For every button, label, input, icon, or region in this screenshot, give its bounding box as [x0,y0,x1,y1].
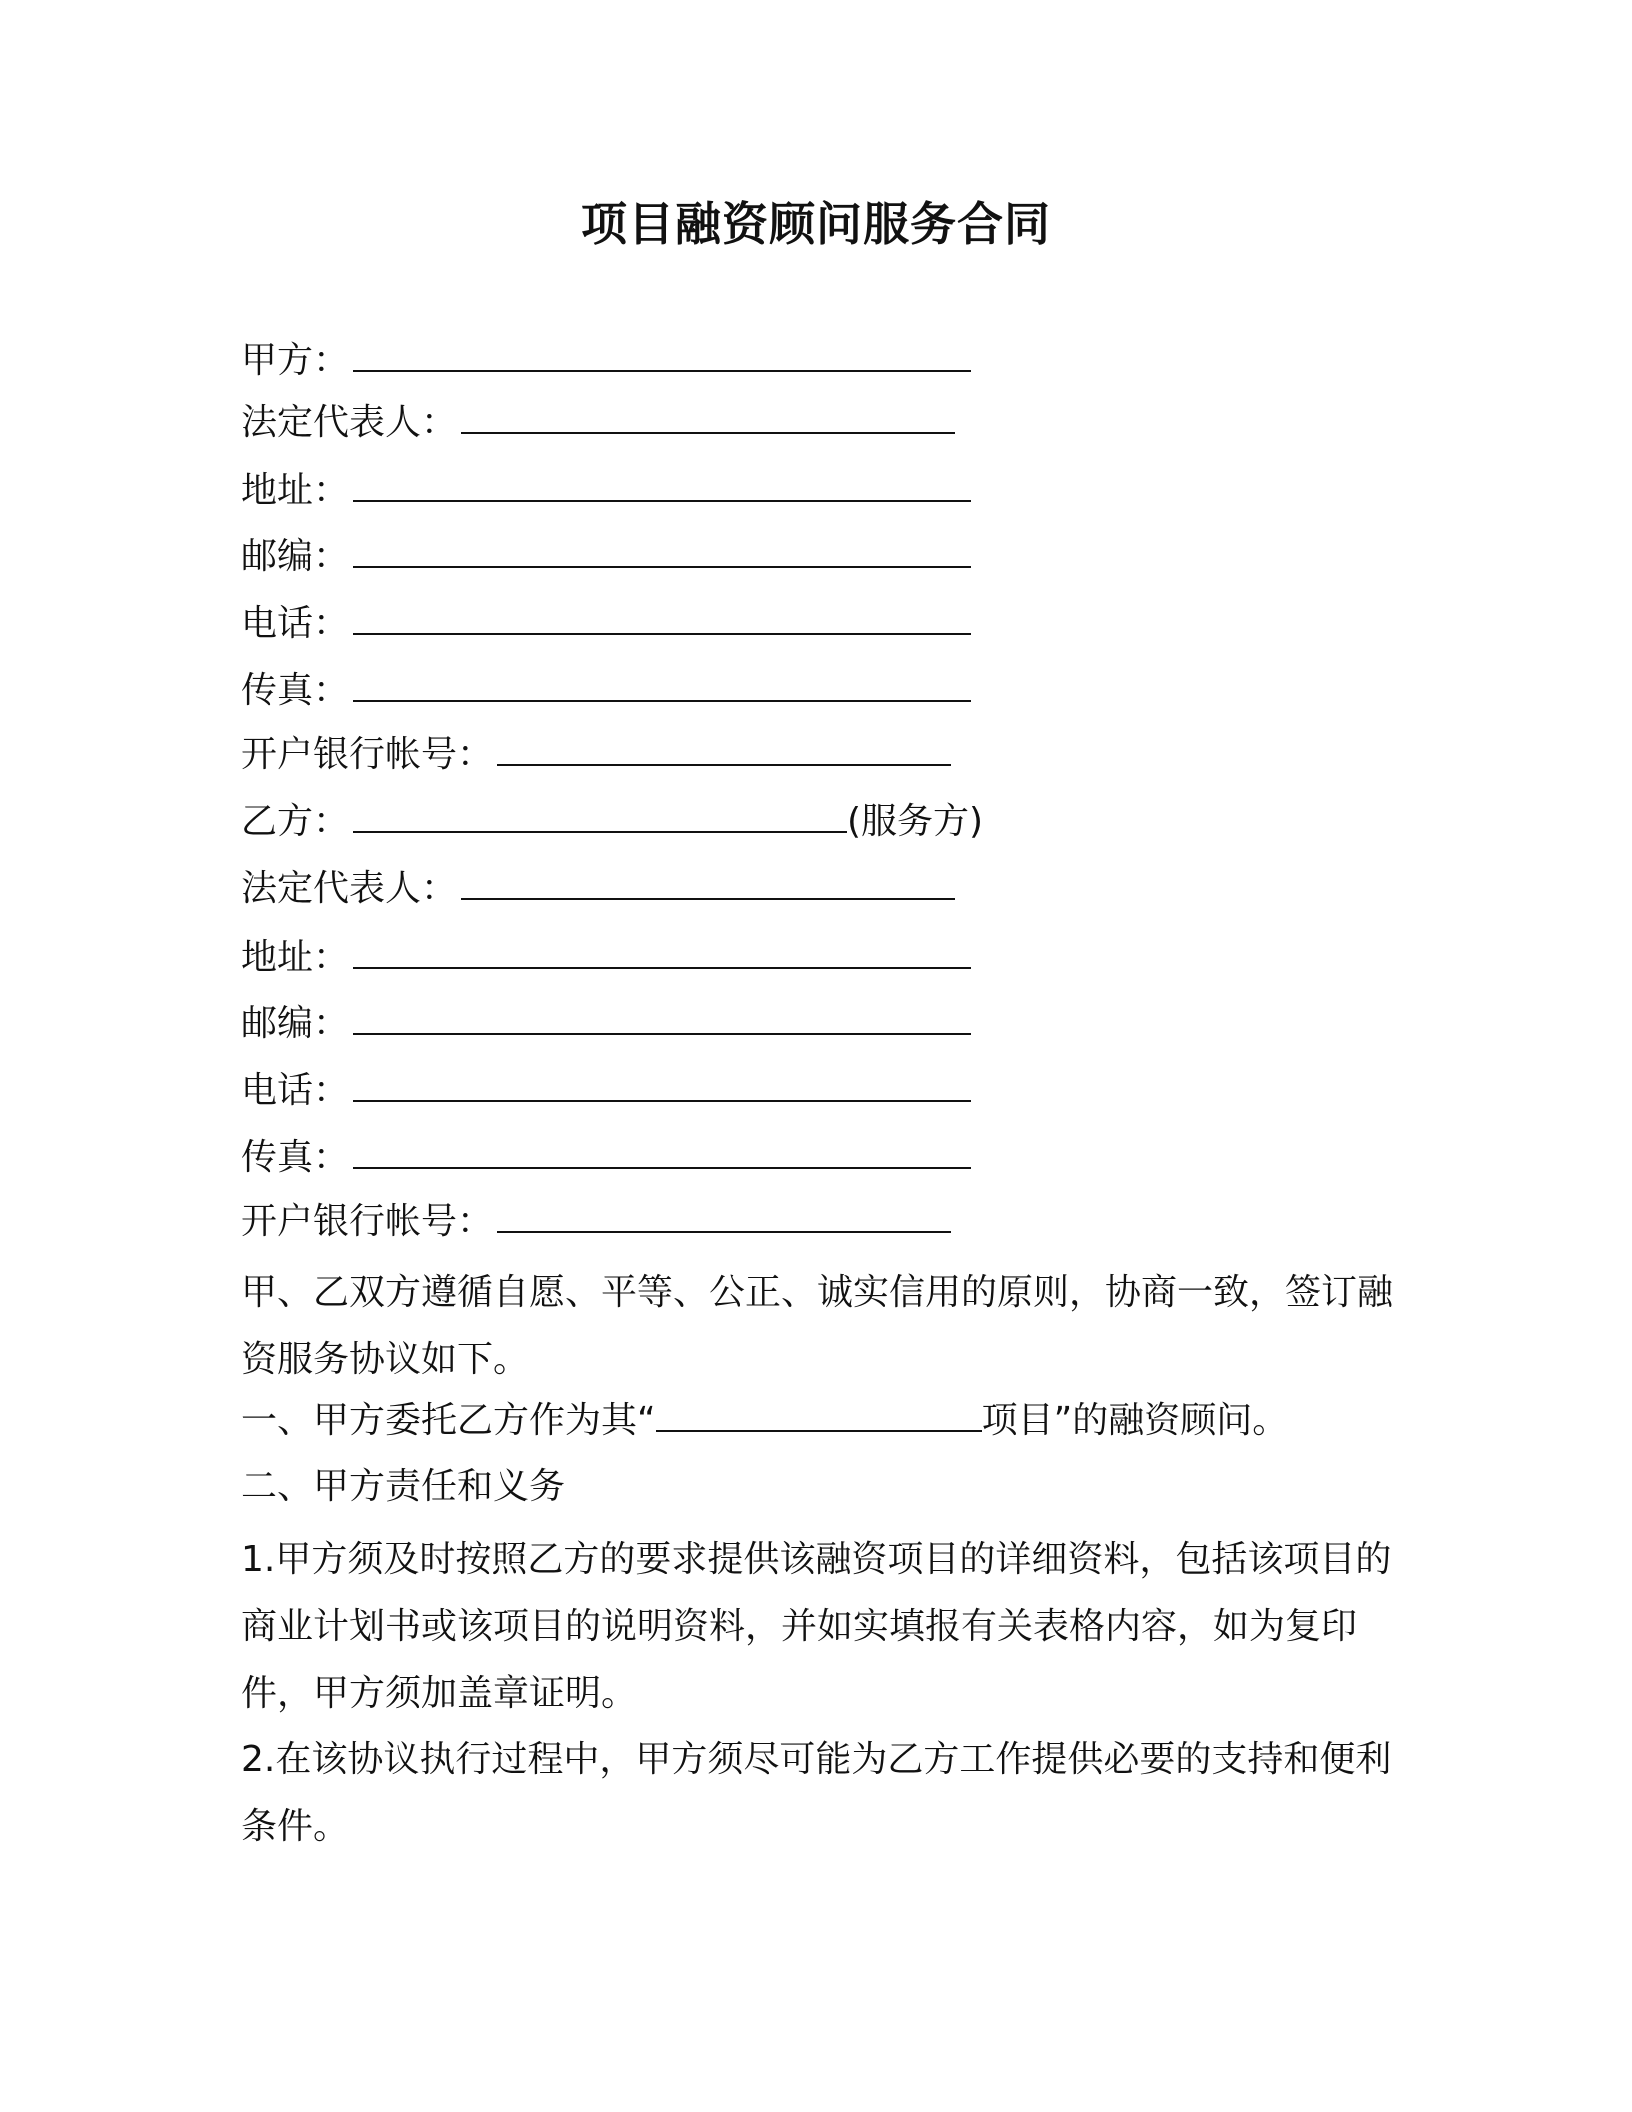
party-b-fax-blank[interactable] [353,1137,971,1169]
party-a-address-blank[interactable] [353,470,971,502]
party-a-zip-label: 邮编： [241,536,350,577]
party-a-fax-blank[interactable] [353,670,971,702]
clause-2-heading: 二、甲方责任和义务 [241,1466,566,1507]
party-a-rep-label: 法定代表人： [241,402,458,443]
party-a-bank-line [241,728,951,782]
party-a-phone-label: 电话： [241,603,350,644]
party-a-line [241,334,971,388]
party-a-fax-line [241,664,971,718]
document-title: 项目融资顾问服务合同 [581,197,1051,251]
clause-2-item-2: 2.在该协议执行过程中，甲方须尽可能为乙方工作提供必要的支持和便利条件。 [241,1739,1392,1847]
party-a-bank-blank[interactable] [497,734,951,766]
clause-1-project-blank[interactable] [656,1400,982,1432]
party-b-zip-label: 邮编： [241,1003,350,1044]
party-b-address-line [241,931,971,985]
party-b-blank[interactable] [353,801,847,833]
clause-1 [241,1394,1288,1448]
party-a-zip-line [241,530,971,584]
party-b-rep-line [241,862,955,916]
party-b-zip-line [241,997,971,1051]
party-b-address-label: 地址： [241,937,350,978]
party-b-phone-blank[interactable] [353,1070,971,1102]
party-a-address-label: 地址： [241,470,350,511]
clause-2-item-1: 1.甲方须及时按照乙方的要求提供该融资项目的详细资料，包括该项目的商业计划书或该项目的说明资料，并如实填报有关表格内容，如为复印件，甲方须加盖章证明。 [241,1539,1392,1714]
clause-1-prefix: 一、甲方委托乙方作为其“ [241,1400,656,1441]
party-a-label: 甲方： [241,340,350,381]
party-b-phone-line [241,1064,971,1118]
party-b-label: 乙方： [241,801,350,842]
party-b-bank-blank[interactable] [497,1201,951,1233]
party-b-bank-line [241,1195,951,1249]
party-b-suffix: (服务方) [847,801,984,842]
intro-paragraph: 甲、乙双方遵循自愿、平等、公正、诚实信用的原则，协商一致，签订融资服务协议如下。 [241,1272,1394,1380]
party-a-phone-line [241,597,971,651]
party-a-fax-label: 传真： [241,670,350,711]
party-a-address-line [241,464,971,518]
party-a-bank-label: 开户银行帐号： [241,734,494,775]
party-b-fax-line [241,1131,971,1185]
party-b-phone-label: 电话： [241,1070,350,1111]
party-b-rep-label: 法定代表人： [241,868,458,909]
party-b-fax-label: 传真： [241,1137,350,1178]
party-a-blank[interactable] [353,340,971,372]
party-b-address-blank[interactable] [353,937,971,969]
party-a-rep-blank[interactable] [461,402,955,434]
party-b-line [241,795,983,849]
party-a-zip-blank[interactable] [353,536,971,568]
party-b-bank-label: 开户银行帐号： [241,1201,494,1242]
clause-1-suffix: 项目”的融资顾问。 [981,1400,1289,1441]
party-a-phone-blank[interactable] [353,603,971,635]
party-b-rep-blank[interactable] [461,868,955,900]
party-b-zip-blank[interactable] [353,1003,971,1035]
party-a-rep-line [241,396,955,450]
